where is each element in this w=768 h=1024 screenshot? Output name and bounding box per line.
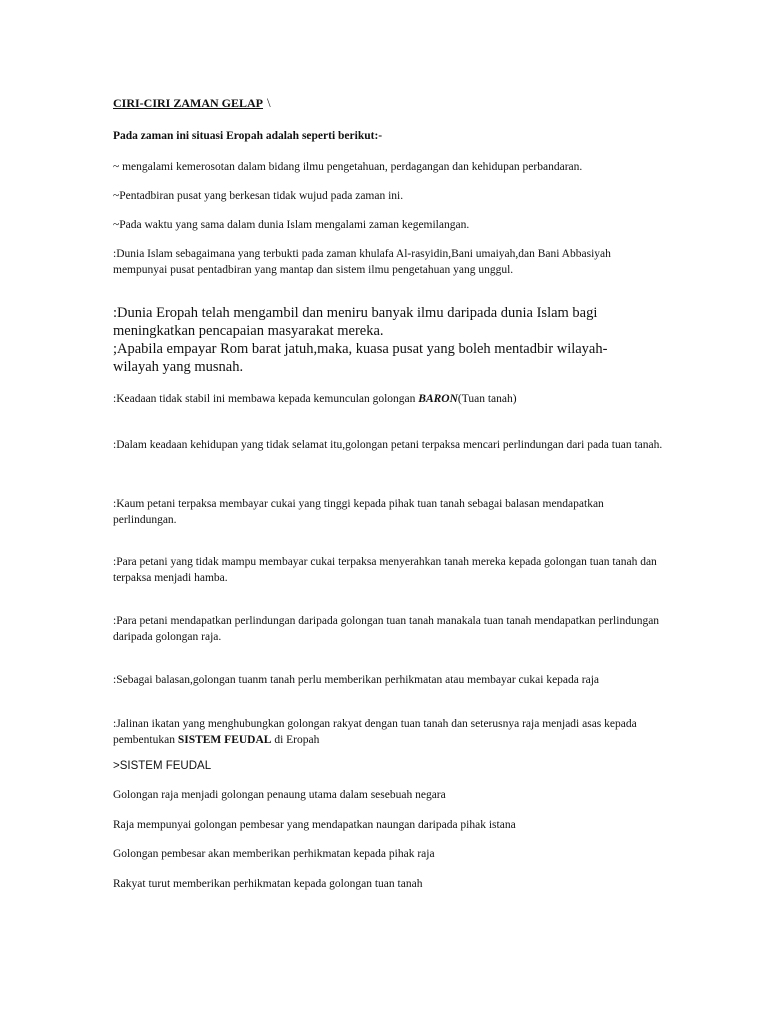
paragraph-13-suffix: di Eropah (271, 734, 320, 746)
paragraph-4: :Dunia Islam sebagaimana yang terbukti pada zaman khulafa Al-rasyidin,Bani umaiyah,dan Bani Abbasiyah mempunyai pusat pentadbiran yang mantap dan sistem ilmu pengetahuan yang unggul. (113, 248, 611, 276)
section-heading-sistem-feudal: >SISTEM FEUDAL (113, 760, 212, 772)
feudal-point-3: Golongan pembesar akan memberikan perhikmatan kepada pihak raja (113, 848, 435, 860)
paragraph-1: ~ mengalami kemerosotan dalam bidang ilmu pengetahuan, perdagangan dan kehidupan perbandaran. (113, 161, 583, 173)
paragraph-7-text: :Keadaan tidak stabil ini membawa kepada kemunculan golongan (113, 393, 419, 405)
feudal-point-2: Raja mempunyai golongan pembesar yang mendapatkan naungan daripada pihak istana (113, 819, 516, 831)
document-title-line (113, 95, 673, 112)
paragraph-8: :Dalam keadaan kehidupan yang tidak selamat itu,golongan petani terpaksa mencari perlindungan dari pada tuan tanah. (113, 439, 663, 451)
baron-term: BARON (418, 393, 458, 405)
paragraph-2: ~Pentadbiran pusat yang berkesan tidak wujud pada zaman ini. (113, 190, 404, 202)
paragraph-5: :Dunia Eropah telah mengambil dan meniru banyak ilmu daripada dunia Islam bagi meningkatkan pencapaian masyarakat mereka. (113, 305, 598, 339)
paragraph-11: :Para petani mendapatkan perlindungan daripada golongan tuan tanah manakala tuan tanah mendapatkan perlindungan daripada golongan raja. (113, 615, 660, 643)
paragraph-13 (113, 716, 658, 748)
feudal-point-1: Golongan raja menjadi golongan penaung utama dalam sesebuah negara (113, 789, 446, 801)
paragraph-13-text: :Jalinan ikatan yang menghubungkan golongan rakyat dengan tuan tanah dan seterusnya raja menjadi asas kepada pembentukan (113, 718, 637, 746)
document-title: CIRI-CIRI ZAMAN GELAP (113, 96, 264, 110)
document-subtitle: Pada zaman ini situasi Eropah adalah seperti berikut:- (113, 130, 383, 142)
paragraph-7 (113, 391, 673, 407)
paragraph-9: :Kaum petani terpaksa membayar cukai yang tinggi kepada pihak tuan tanah sebagai balasan mendapatkan perlindungan. (113, 498, 604, 526)
paragraph-10: :Para petani yang tidak mampu membayar cukai terpaksa menyerahkan tanah mereka kepada golongan tuan tanah dan terpaksa menjadi hamba. (113, 556, 657, 584)
title-suffix: \ (267, 95, 271, 110)
paragraph-6: ;Apabila empayar Rom barat jatuh,maka, kuasa pusat yang boleh mentadbir wilayah-wilayah yang musnah. (113, 341, 608, 375)
paragraph-3: ~Pada waktu yang sama dalam dunia Islam mengalami zaman kegemilangan. (113, 219, 470, 231)
paragraph-12: :Sebagai balasan,golongan tuanm tanah perlu memberikan perhikmatan atau membayar cukai kepada raja (113, 674, 599, 686)
feudal-point-4: Rakyat turut memberikan perhikmatan kepada golongan tuan tanah (113, 878, 423, 890)
sistem-feudal-term: SISTEM FEUDAL (177, 734, 272, 746)
paragraph-7-suffix: (Tuan tanah) (457, 393, 517, 405)
